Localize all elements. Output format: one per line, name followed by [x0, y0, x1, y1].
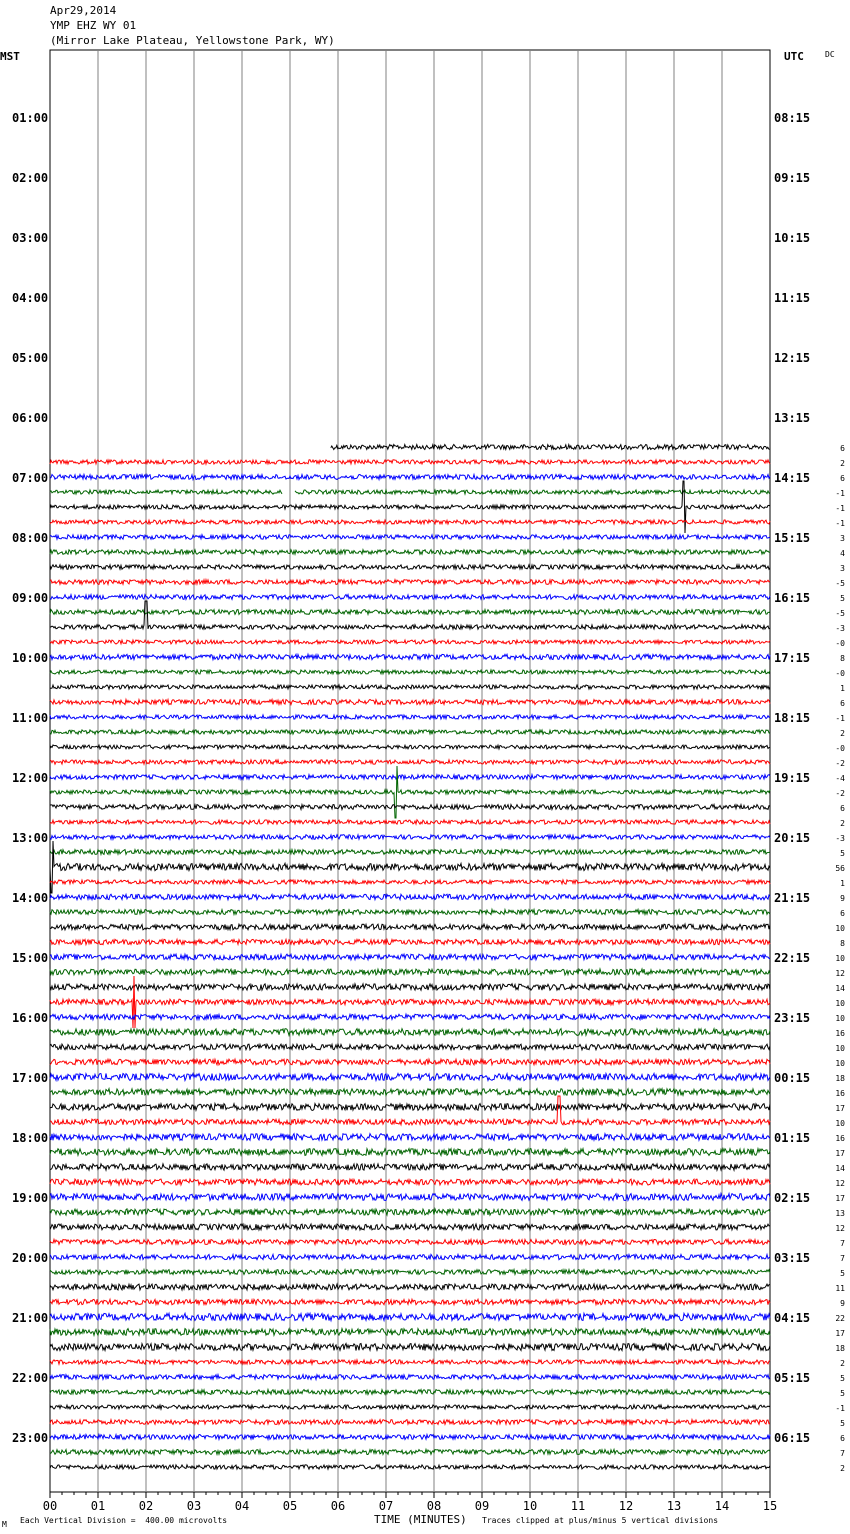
dc-offset-label: 17 [835, 1104, 845, 1113]
right-hour-label: 16:15 [774, 591, 811, 605]
dc-offset-label: -3 [835, 834, 845, 843]
right-hour-label: 22:15 [774, 951, 811, 965]
seismic-trace [50, 1096, 770, 1125]
seismic-trace [50, 715, 770, 719]
dc-offset-label: 16 [835, 1134, 845, 1143]
seismic-trace [50, 835, 770, 839]
dc-offset-label: 5 [840, 1419, 845, 1428]
plot-date: Apr29,2014 [50, 4, 117, 17]
dc-offset-label: 7 [840, 1449, 845, 1458]
dc-offset-label: 8 [840, 939, 845, 948]
seismic-trace [50, 1284, 770, 1290]
seismic-trace [50, 1029, 770, 1036]
dc-offset-label: 17 [835, 1149, 845, 1158]
seismic-trace [50, 1313, 770, 1320]
dc-offset-label: 9 [840, 1299, 845, 1308]
left-hour-label: 05:00 [12, 351, 49, 365]
x-axis-title: TIME (MINUTES) [374, 1513, 467, 1526]
right-hour-label: 03:15 [774, 1251, 811, 1265]
left-hour-label: 15:00 [12, 951, 49, 965]
seismic-trace [50, 841, 770, 893]
dc-offset-label: -1 [835, 1404, 845, 1413]
x-tick-label: 02 [138, 1499, 154, 1513]
dc-offset-label: -2 [835, 789, 845, 798]
seismic-trace [50, 805, 770, 810]
left-hour-label: 19:00 [12, 1191, 49, 1205]
seismic-trace [50, 700, 770, 705]
right-hour-label: 04:15 [774, 1311, 811, 1325]
dc-offset-label: 3 [840, 564, 845, 573]
seismic-trace [50, 685, 770, 689]
dc-offset-label: 7 [840, 1254, 845, 1263]
dc-offset-label: -0 [835, 639, 845, 648]
seismic-trace [50, 1405, 770, 1409]
seismic-trace [50, 1420, 770, 1425]
seismic-trace [50, 910, 770, 915]
right-hour-label: 13:15 [774, 411, 811, 425]
dc-offset-label: 1 [840, 879, 845, 888]
dc-offset-label: 5 [840, 1374, 845, 1383]
seismic-trace [50, 1164, 770, 1170]
seismic-trace [50, 1059, 770, 1065]
seismic-trace [50, 1375, 770, 1380]
seismic-trace [50, 924, 770, 930]
dc-offset-label: -5 [835, 609, 845, 618]
dc-offset-label: 2 [840, 1464, 845, 1473]
station-code: YMP EHZ WY 01 [50, 19, 137, 32]
dc-offset-label: 2 [840, 459, 845, 468]
seismic-trace [50, 850, 770, 855]
dc-offset-label: 17 [835, 1194, 845, 1203]
seismic-trace [50, 1104, 770, 1111]
dc-offset-label: 2 [840, 819, 845, 828]
dc-offset-label: 10 [835, 1119, 845, 1128]
left-hour-label: 08:00 [12, 531, 49, 545]
left-hour-label: 21:00 [12, 1311, 49, 1325]
dc-offset-label: 5 [840, 849, 845, 858]
seismic-trace [50, 1360, 770, 1364]
right-hour-label: 05:15 [774, 1371, 811, 1385]
dc-offset-label: 10 [835, 954, 845, 963]
seismic-trace [50, 1344, 770, 1351]
seismic-trace [50, 1329, 770, 1336]
x-tick-label: 11 [570, 1499, 586, 1513]
seismic-trace [50, 1299, 770, 1304]
dc-offset-label: 6 [840, 444, 845, 453]
seismic-trace [50, 475, 770, 480]
x-tick-label: 12 [618, 1499, 634, 1513]
dc-offset-label: 4 [840, 549, 845, 558]
left-hour-label: 18:00 [12, 1131, 49, 1145]
seismic-trace [50, 1465, 770, 1469]
dc-offset-label: 14 [835, 1164, 845, 1173]
left-hour-label: 22:00 [12, 1371, 49, 1385]
right-hour-label: 06:15 [774, 1431, 811, 1445]
dc-offset-label: 12 [835, 969, 845, 978]
right-hour-label: 00:15 [774, 1071, 811, 1085]
dc-label: DC [825, 50, 835, 59]
right-timezone-label: UTC [784, 50, 804, 63]
left-hour-label: 06:00 [12, 411, 49, 425]
seismic-trace [50, 775, 770, 780]
dc-offset-label: 22 [835, 1314, 845, 1323]
seismic-trace [50, 601, 770, 629]
seismic-trace [50, 1270, 770, 1275]
dc-offset-label: 5 [840, 1269, 845, 1278]
seismic-trace [50, 1134, 770, 1141]
seismic-trace [50, 984, 770, 990]
dc-offset-label: 12 [835, 1224, 845, 1233]
dc-offset-label: 10 [835, 1059, 845, 1068]
right-hour-label: 21:15 [774, 891, 811, 905]
seismic-trace [50, 670, 770, 674]
seismic-trace [50, 820, 770, 824]
x-tick-label: 05 [282, 1499, 298, 1513]
seismic-trace [50, 969, 770, 975]
seismic-trace [50, 580, 770, 585]
dc-offset-label: 6 [840, 909, 845, 918]
seismic-trace [50, 939, 770, 944]
dc-offset-label: 17 [835, 1329, 845, 1338]
dc-offset-label: 6 [840, 804, 845, 813]
x-tick-label: 13 [666, 1499, 682, 1513]
dc-offset-label: 8 [840, 654, 845, 663]
left-hour-label: 16:00 [12, 1011, 49, 1025]
left-hour-label: 11:00 [12, 711, 49, 725]
dc-offset-label: -1 [835, 489, 845, 498]
left-hour-label: 13:00 [12, 831, 49, 845]
dc-offset-label: 16 [835, 1029, 845, 1038]
dc-offset-label: -1 [835, 714, 845, 723]
dc-offset-label: 56 [835, 864, 845, 873]
dc-offset-label: -0 [835, 744, 845, 753]
seismic-trace [50, 535, 770, 539]
clip-note: Traces clipped at plus/minus 5 vertical divisions [482, 1516, 719, 1525]
seismic-trace [50, 1209, 770, 1215]
dc-offset-label: 11 [835, 1284, 845, 1293]
seismic-trace [331, 445, 770, 450]
dc-offset-label: -4 [835, 774, 845, 783]
right-hour-label: 18:15 [774, 711, 811, 725]
dc-offset-label: -3 [835, 624, 845, 633]
seismic-trace [50, 1449, 770, 1454]
left-hour-label: 07:00 [12, 471, 49, 485]
left-hour-label: 02:00 [12, 171, 49, 185]
seismic-trace [50, 610, 770, 615]
seismic-trace [50, 954, 770, 960]
seismic-trace [50, 880, 770, 884]
dc-offset-label: 10 [835, 1014, 845, 1023]
right-hour-label: 12:15 [774, 351, 811, 365]
x-tick-label: 00 [42, 1499, 58, 1513]
left-hour-label: 09:00 [12, 591, 49, 605]
x-tick-label: 06 [330, 1499, 346, 1513]
dc-offset-label: -1 [835, 519, 845, 528]
dc-offset-label: 16 [835, 1089, 845, 1098]
x-tick-label: 03 [186, 1499, 202, 1513]
seismic-trace [50, 1074, 770, 1081]
right-hour-label: 20:15 [774, 831, 811, 845]
seismic-trace [50, 1179, 770, 1185]
station-location: (Mirror Lake Plateau, Yellowstone Park, WY) [50, 34, 335, 47]
dc-offset-label: 10 [835, 999, 845, 1008]
seismic-trace [50, 745, 770, 749]
dc-offset-label: 9 [840, 894, 845, 903]
seismic-trace [50, 1435, 770, 1440]
seismic-trace [50, 894, 770, 899]
dc-offset-label: -0 [835, 669, 845, 678]
x-tick-label: 15 [762, 1499, 778, 1513]
x-tick-label: 10 [522, 1499, 538, 1513]
x-tick-label: 14 [714, 1499, 730, 1513]
seismic-trace [50, 1089, 770, 1096]
x-tick-label: 08 [426, 1499, 442, 1513]
dc-offset-label: 14 [835, 984, 845, 993]
seismic-trace [50, 760, 770, 764]
dc-offset-label: -2 [835, 759, 845, 768]
left-hour-label: 04:00 [12, 291, 49, 305]
dc-offset-label: 6 [840, 699, 845, 708]
right-hour-label: 10:15 [774, 231, 811, 245]
dc-offset-label: 12 [835, 1179, 845, 1188]
left-timezone-label: MST [0, 50, 20, 63]
seismic-trace [50, 490, 770, 494]
dc-offset-label: -5 [835, 579, 845, 588]
seismic-trace [50, 640, 770, 644]
seismic-trace [50, 1390, 770, 1395]
seismic-trace [50, 730, 770, 734]
dc-offset-label: 5 [840, 594, 845, 603]
left-hour-label: 20:00 [12, 1251, 49, 1265]
seismic-trace [50, 520, 770, 524]
dc-offset-label: 3 [840, 534, 845, 543]
plot-frame [50, 50, 770, 1492]
seismic-trace [50, 654, 770, 659]
seismic-trace [50, 550, 770, 555]
right-hour-label: 23:15 [774, 1011, 811, 1025]
left-hour-label: 12:00 [12, 771, 49, 785]
x-tick-label: 07 [378, 1499, 394, 1513]
left-hour-label: 23:00 [12, 1431, 49, 1445]
seismic-trace [50, 1044, 770, 1050]
left-hour-label: 14:00 [12, 891, 49, 905]
seismic-trace [50, 1194, 770, 1201]
seismic-trace [50, 1014, 770, 1020]
right-hour-label: 02:15 [774, 1191, 811, 1205]
scale-note: Each Vertical Division = 400.00 microvolts [20, 1516, 228, 1525]
seismic-trace [50, 1224, 770, 1230]
dc-offset-label: 2 [840, 729, 845, 738]
seismic-trace [50, 1254, 770, 1259]
right-hour-label: 15:15 [774, 531, 811, 545]
dc-offset-label: 6 [840, 474, 845, 483]
right-hour-label: 19:15 [774, 771, 811, 785]
seismic-trace [50, 1239, 770, 1244]
left-hour-label: 17:00 [12, 1071, 49, 1085]
x-tick-label: 01 [90, 1499, 106, 1513]
seismic-trace [50, 460, 770, 464]
left-hour-label: 10:00 [12, 651, 49, 665]
right-hour-label: 01:15 [774, 1131, 811, 1145]
seismic-trace [50, 1149, 770, 1156]
left-hour-label: 01:00 [12, 111, 49, 125]
seismic-trace [50, 565, 770, 569]
dc-offset-label: 1 [840, 684, 845, 693]
right-hour-label: 14:15 [774, 471, 811, 485]
left-hour-label: 03:00 [12, 231, 49, 245]
dc-offset-label: 18 [835, 1074, 845, 1083]
dc-offset-label: -1 [835, 504, 845, 513]
dc-offset-label: 7 [840, 1239, 845, 1248]
x-tick-label: 09 [474, 1499, 490, 1513]
right-hour-label: 17:15 [774, 651, 811, 665]
right-hour-label: 08:15 [774, 111, 811, 125]
dc-offset-label: 10 [835, 1044, 845, 1053]
x-tick-label: 04 [234, 1499, 250, 1513]
dc-offset-label: 13 [835, 1209, 845, 1218]
corner-mark: M [2, 1520, 7, 1529]
dc-offset-label: 6 [840, 1434, 845, 1443]
seismic-trace [50, 595, 770, 600]
right-hour-label: 09:15 [774, 171, 811, 185]
dc-offset-label: 5 [840, 1389, 845, 1398]
dc-offset-label: 10 [835, 924, 845, 933]
dc-offset-label: 18 [835, 1344, 845, 1353]
right-hour-label: 11:15 [774, 291, 811, 305]
dc-offset-label: 2 [840, 1359, 845, 1368]
